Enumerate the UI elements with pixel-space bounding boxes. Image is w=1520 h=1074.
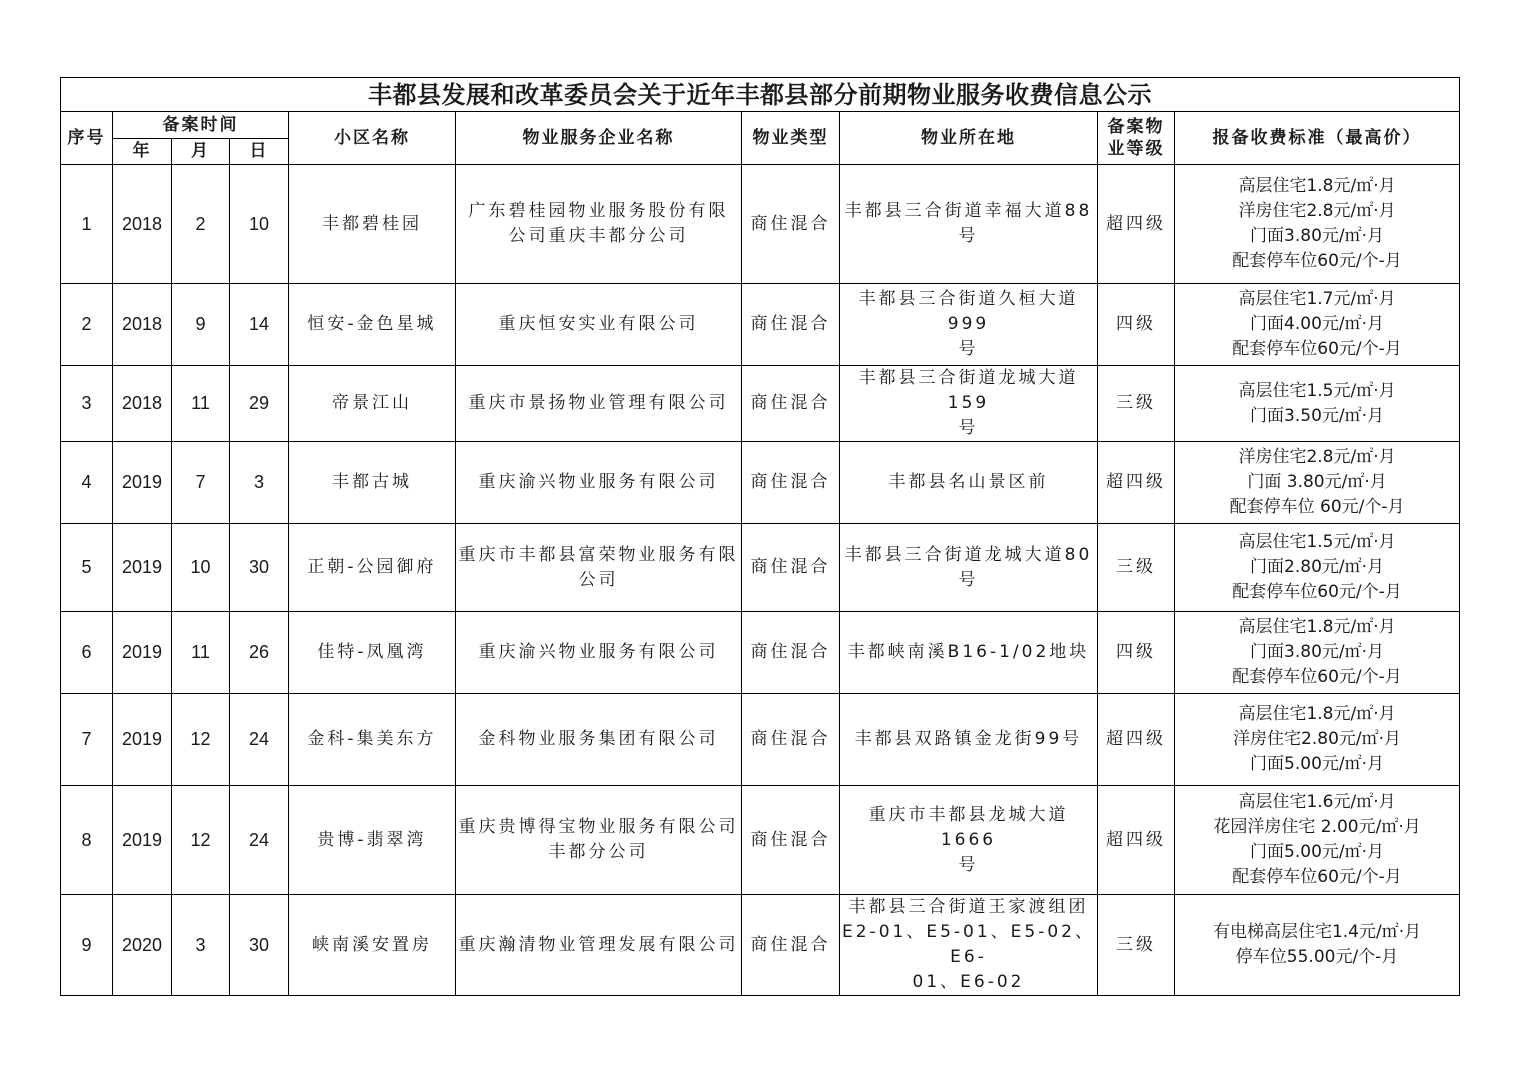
header-month: 月: [172, 139, 230, 165]
row-month: 11: [172, 366, 230, 442]
row-year: 2019: [113, 694, 172, 786]
row-community: 正朝-公园御府: [289, 524, 456, 612]
row-location-line: 丰都县名山景区前: [888, 472, 1049, 492]
table-row: [61, 895, 1460, 996]
row-fee: [1175, 612, 1460, 694]
table-row: [61, 612, 1460, 694]
row-month: 12: [172, 694, 230, 786]
row-month: 7: [172, 442, 230, 524]
row-location-line: 丰都县三合街道龙城大道80: [844, 544, 1093, 565]
row-location: [840, 612, 1098, 694]
row-location: [840, 694, 1098, 786]
row-fee-line: 洋房住宅2.8元/㎡·月: [1238, 447, 1396, 467]
row-type: 商住混合: [742, 612, 840, 694]
row-type: 商住混合: [742, 442, 840, 524]
row-location: [840, 442, 1098, 524]
row-location: [840, 524, 1098, 612]
row-seq: 1: [61, 165, 113, 284]
row-grade: 超四级: [1098, 694, 1175, 786]
row-community: 金科-集美东方: [289, 694, 456, 786]
row-community: 丰都古城: [289, 442, 456, 524]
row-company: [456, 612, 742, 694]
row-month: 10: [172, 524, 230, 612]
row-location: [840, 284, 1098, 366]
row-year: 2018: [113, 284, 172, 366]
row-location-line: 丰都县三合街道幸福大道88: [844, 201, 1093, 221]
row-day: 29: [230, 366, 289, 442]
row-fee: [1175, 442, 1460, 524]
row-day: 3: [230, 442, 289, 524]
row-grade: 超四级: [1098, 442, 1175, 524]
row-fee-line: 配套停车位60元/个-月: [1232, 867, 1402, 887]
row-location-line: 丰都县三合街道久桓大道999: [858, 289, 1079, 334]
row-day: 24: [230, 694, 289, 786]
row-seq: 3: [61, 366, 113, 442]
row-grade: 三级: [1098, 895, 1175, 996]
row-type: 商住混合: [742, 694, 840, 786]
table-row: [61, 694, 1460, 786]
row-seq: 2: [61, 284, 113, 366]
row-fee-line: 门面4.00元/㎡·月: [1250, 314, 1385, 334]
row-fee-line: 洋房住宅2.8元/㎡·月: [1238, 201, 1396, 221]
row-location-line: 丰都峡南溪B16-1/02地块: [847, 642, 1090, 662]
row-community: 峡南溪安置房: [289, 895, 456, 996]
fee-notice-table: [60, 77, 1460, 996]
row-fee-line: 门面3.50元/㎡·月: [1250, 405, 1385, 426]
row-location: [840, 786, 1098, 895]
row-company-line: 重庆瀚清物业管理发展有限公司: [458, 934, 739, 955]
row-company: [456, 895, 742, 996]
row-seq: 5: [61, 524, 113, 612]
table-title: 丰都县发展和改革委员会关于近年丰都县部分前期物业服务收费信息公示: [61, 78, 1460, 112]
row-type: 商住混合: [742, 165, 840, 284]
row-fee: [1175, 524, 1460, 612]
row-location: [840, 895, 1098, 996]
row-fee-line: 门面5.00元/㎡·月: [1250, 754, 1385, 774]
row-type: 商住混合: [742, 366, 840, 442]
table-row: [61, 366, 1460, 442]
row-fee: [1175, 165, 1460, 284]
row-location-line: 01、E6-02: [912, 972, 1025, 992]
row-type: 商住混合: [742, 284, 840, 366]
row-community: 佳特-凤凰湾: [289, 612, 456, 694]
row-location-line: E2-01、E5-01、E5-02、E6-: [842, 922, 1095, 967]
row-day: 26: [230, 612, 289, 694]
row-company: [456, 366, 742, 442]
row-day: 24: [230, 786, 289, 895]
row-year: 2018: [113, 165, 172, 284]
row-fee-line: 配套停车位 60元/个-月: [1229, 497, 1405, 517]
row-location: [840, 366, 1098, 442]
row-company-line: 重庆贵博得宝物业服务有限公司: [458, 817, 739, 837]
row-month: 11: [172, 612, 230, 694]
row-company-line: 公司重庆丰都分公司: [508, 226, 689, 246]
header-year: 年: [113, 139, 172, 165]
row-fee-line: 花园洋房住宅 2.00元/㎡·月: [1213, 817, 1421, 837]
row-fee-line: 门面3.80元/㎡·月: [1250, 642, 1385, 662]
row-company-line: 广东碧桂园物业服务股份有限: [468, 201, 729, 221]
row-location-line: 丰都县三合街道龙城大道159: [858, 368, 1079, 413]
row-fee-line: 停车位55.00元/个-月: [1235, 947, 1399, 967]
row-seq: 4: [61, 442, 113, 524]
row-fee-line: 门面2.80元/㎡·月: [1250, 557, 1385, 577]
row-type: 商住混合: [742, 524, 840, 612]
row-company: [456, 524, 742, 612]
row-grade: 四级: [1098, 612, 1175, 694]
row-year: 2019: [113, 442, 172, 524]
row-fee: [1175, 895, 1460, 996]
row-day: 14: [230, 284, 289, 366]
header-location: 物业所在地: [840, 112, 1098, 165]
row-location-line: 号: [958, 226, 979, 246]
row-fee-line: 门面5.00元/㎡·月: [1250, 842, 1385, 862]
row-month: 2: [172, 165, 230, 284]
row-company: [456, 165, 742, 284]
row-grade: 三级: [1098, 524, 1175, 612]
row-company: [456, 786, 742, 895]
row-seq: 7: [61, 694, 113, 786]
row-fee: [1175, 366, 1460, 442]
row-fee-line: 配套停车位60元/个-月: [1232, 251, 1402, 271]
row-fee-line: 高层住宅1.8元/㎡·月: [1238, 704, 1396, 724]
row-year: 2019: [113, 612, 172, 694]
table-row: [61, 524, 1460, 612]
row-type: 商住混合: [742, 895, 840, 996]
header-type: 物业类型: [742, 112, 840, 165]
row-fee: [1175, 694, 1460, 786]
header-grade: [1098, 112, 1175, 165]
row-fee-line: 门面3.80元/㎡·月: [1250, 226, 1385, 246]
row-year: 2019: [113, 524, 172, 612]
row-company-line: 重庆渝兴物业服务有限公司: [478, 472, 719, 492]
row-community: 丰都碧桂园: [289, 165, 456, 284]
row-company: [456, 694, 742, 786]
row-month: 9: [172, 284, 230, 366]
row-fee-line: 高层住宅1.8元/㎡·月: [1238, 176, 1396, 196]
row-location-line: 重庆市丰都县龙城大道1666: [868, 804, 1069, 850]
row-year: 2018: [113, 366, 172, 442]
row-fee: [1175, 786, 1460, 895]
row-location: [840, 165, 1098, 284]
row-day: 10: [230, 165, 289, 284]
header-seq: 序号: [61, 112, 113, 165]
row-company-line: 重庆市丰都县富荣物业服务有限: [458, 544, 739, 565]
row-community: 贵博-翡翠湾: [289, 786, 456, 895]
row-fee-line: 有电梯高层住宅1.4元/㎡·月: [1212, 922, 1422, 942]
row-day: 30: [230, 895, 289, 996]
row-seq: 9: [61, 895, 113, 996]
row-company-line: 金科物业服务集团有限公司: [478, 729, 719, 749]
header-fee: 报备收费标准（最高价）: [1175, 112, 1460, 165]
row-seq: 6: [61, 612, 113, 694]
header-grade-line1: 备案物: [1107, 117, 1165, 137]
row-fee-line: 高层住宅1.8元/㎡·月: [1238, 617, 1396, 637]
header-community: 小区名称: [289, 112, 456, 165]
header-day: 日: [230, 139, 289, 165]
row-fee-line: 高层住宅1.5元/㎡·月: [1238, 532, 1396, 552]
row-location-line: 丰都县三合街道王家渡组团: [848, 897, 1089, 917]
row-year: 2020: [113, 895, 172, 996]
header-filing-time: 备案时间: [113, 112, 289, 139]
row-fee-line: 高层住宅1.5元/㎡·月: [1238, 380, 1396, 401]
row-company-line: 重庆市景扬物业管理有限公司: [468, 393, 729, 413]
row-location-line: 号: [958, 418, 979, 438]
row-year: 2019: [113, 786, 172, 895]
row-month: 3: [172, 895, 230, 996]
row-fee-line: 配套停车位60元/个-月: [1232, 582, 1402, 602]
row-company: [456, 442, 742, 524]
row-company-line: 公司: [578, 569, 619, 590]
row-company: [456, 284, 742, 366]
row-fee-line: 高层住宅1.6元/㎡·月: [1238, 792, 1396, 812]
row-month: 12: [172, 786, 230, 895]
row-fee-line: 配套停车位60元/个-月: [1232, 339, 1402, 359]
row-fee-line: 门面 3.80元/㎡·月: [1247, 472, 1387, 492]
row-community: 恒安-金色星城: [289, 284, 456, 366]
row-location-line: 丰都县双路镇金龙街99号: [854, 729, 1083, 749]
row-location-line: 号: [958, 339, 979, 359]
row-fee-line: 配套停车位60元/个-月: [1232, 667, 1402, 687]
row-fee: [1175, 284, 1460, 366]
table-row: [61, 165, 1460, 284]
table-body: [61, 165, 1460, 996]
row-type: 商住混合: [742, 786, 840, 895]
header-company: 物业服务企业名称: [456, 112, 742, 165]
row-grade: 超四级: [1098, 165, 1175, 284]
row-company-line: 重庆渝兴物业服务有限公司: [478, 642, 719, 662]
row-seq: 8: [61, 786, 113, 895]
header-grade-line2: 业等级: [1107, 139, 1165, 159]
row-company-line: 丰都分公司: [548, 842, 649, 862]
row-location-line: 号: [958, 854, 979, 875]
row-grade: 超四级: [1098, 786, 1175, 895]
table-row: [61, 284, 1460, 366]
row-location-line: 号: [958, 569, 979, 590]
row-day: 30: [230, 524, 289, 612]
table-row: [61, 442, 1460, 524]
row-company-line: 重庆恒安实业有限公司: [498, 314, 699, 334]
row-community: 帝景江山: [289, 366, 456, 442]
row-fee-line: 高层住宅1.7元/㎡·月: [1238, 289, 1396, 309]
row-grade: 四级: [1098, 284, 1175, 366]
row-fee-line: 洋房住宅2.80元/㎡·月: [1233, 729, 1402, 749]
row-grade: 三级: [1098, 366, 1175, 442]
table-row: [61, 786, 1460, 895]
